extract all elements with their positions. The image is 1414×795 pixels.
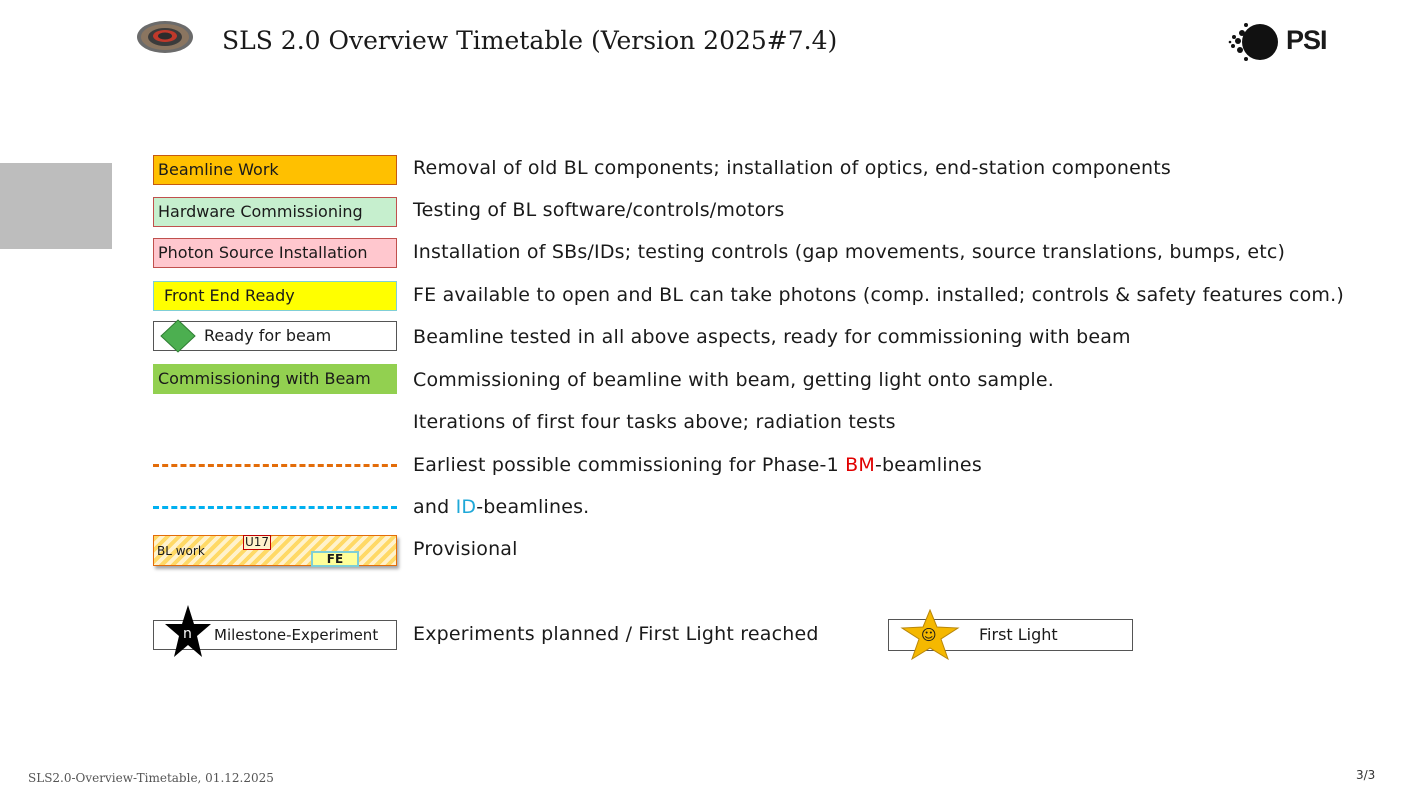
gray-side-block: [0, 163, 112, 249]
footer-document-info: SLS2.0-Overview-Timetable, 01.12.2025: [28, 771, 274, 785]
id-dashed-line: [153, 506, 397, 509]
desc-provisional: Provisional: [413, 538, 518, 560]
desc-hardware-commissioning: Testing of BL software/controls/motors: [413, 199, 785, 221]
id-highlight: ID: [455, 496, 477, 518]
bm-highlight: BM: [845, 454, 875, 476]
milestone-star-letter: n: [183, 626, 192, 642]
legend-provisional: [153, 535, 397, 566]
psi-logo: [1228, 19, 1338, 65]
desc-earliest-bm: [413, 454, 982, 476]
desc-milestone: Experiments planned / First Light reached: [413, 623, 819, 645]
desc-commissioning-with-beam: Commissioning of beamline with beam, getting light onto sample.: [413, 369, 1054, 391]
legend-photon-source-label: Photon Source Installation: [158, 243, 368, 262]
bm-dashed-line: [153, 464, 397, 467]
provisional-u17-label: U17: [245, 535, 270, 549]
first-light-smiley-icon: ☺: [921, 626, 937, 644]
sls-ring-logo: [136, 19, 194, 55]
legend-beamline-work-label: Beamline Work: [158, 160, 279, 179]
green-diamond-icon: [159, 319, 197, 353]
legend-ready-for-beam-label: Ready for beam: [204, 326, 332, 345]
legend-hardware-commissioning-label: Hardware Commissioning: [158, 202, 363, 221]
desc-iterations: Iterations of first four tasks above; radiation tests: [413, 411, 896, 433]
desc-earliest-bm-post: -beamlines: [874, 454, 982, 476]
desc-earliest-bm-pre: Earliest possible commissioning for Phase-1: [413, 454, 846, 476]
legend-beamline-work: [153, 155, 397, 185]
legend-hardware-commissioning: [153, 197, 397, 227]
provisional-bl-work-label: BL work: [157, 544, 205, 558]
legend-front-end-ready-label: Front End Ready: [164, 286, 295, 305]
desc-ready-for-beam: Beamline tested in all above aspects, ready for commissioning with beam: [413, 326, 1131, 348]
legend-first-light-label: First Light: [979, 625, 1058, 644]
psi-logo-text: PSI: [1286, 25, 1327, 55]
desc-earliest-id-pre: and: [413, 496, 456, 518]
desc-earliest-id: [413, 496, 589, 518]
legend-commissioning-with-beam: [153, 364, 397, 394]
provisional-fe-label: FE: [311, 551, 359, 567]
desc-beamline-work: Removal of old BL components; installation of optics, end-station components: [413, 157, 1172, 179]
desc-front-end-ready: FE available to open and BL can take photons (comp. installed; controls & safety features com.): [413, 284, 1344, 306]
page-title: SLS 2.0 Overview Timetable (Version 2025#7.4): [222, 26, 838, 55]
legend-front-end-ready: [153, 281, 397, 311]
desc-earliest-id-post: -beamlines.: [476, 496, 590, 518]
desc-photon-source-installation: Installation of SBs/IDs; testing controls (gap movements, source translations, bumps, etc): [413, 241, 1286, 263]
legend-commissioning-with-beam-label: Commissioning with Beam: [158, 369, 371, 388]
legend-milestone-label: Milestone-Experiment: [214, 626, 379, 644]
page-number: 3/3: [1356, 768, 1376, 782]
legend-photon-source-installation: [153, 238, 397, 268]
